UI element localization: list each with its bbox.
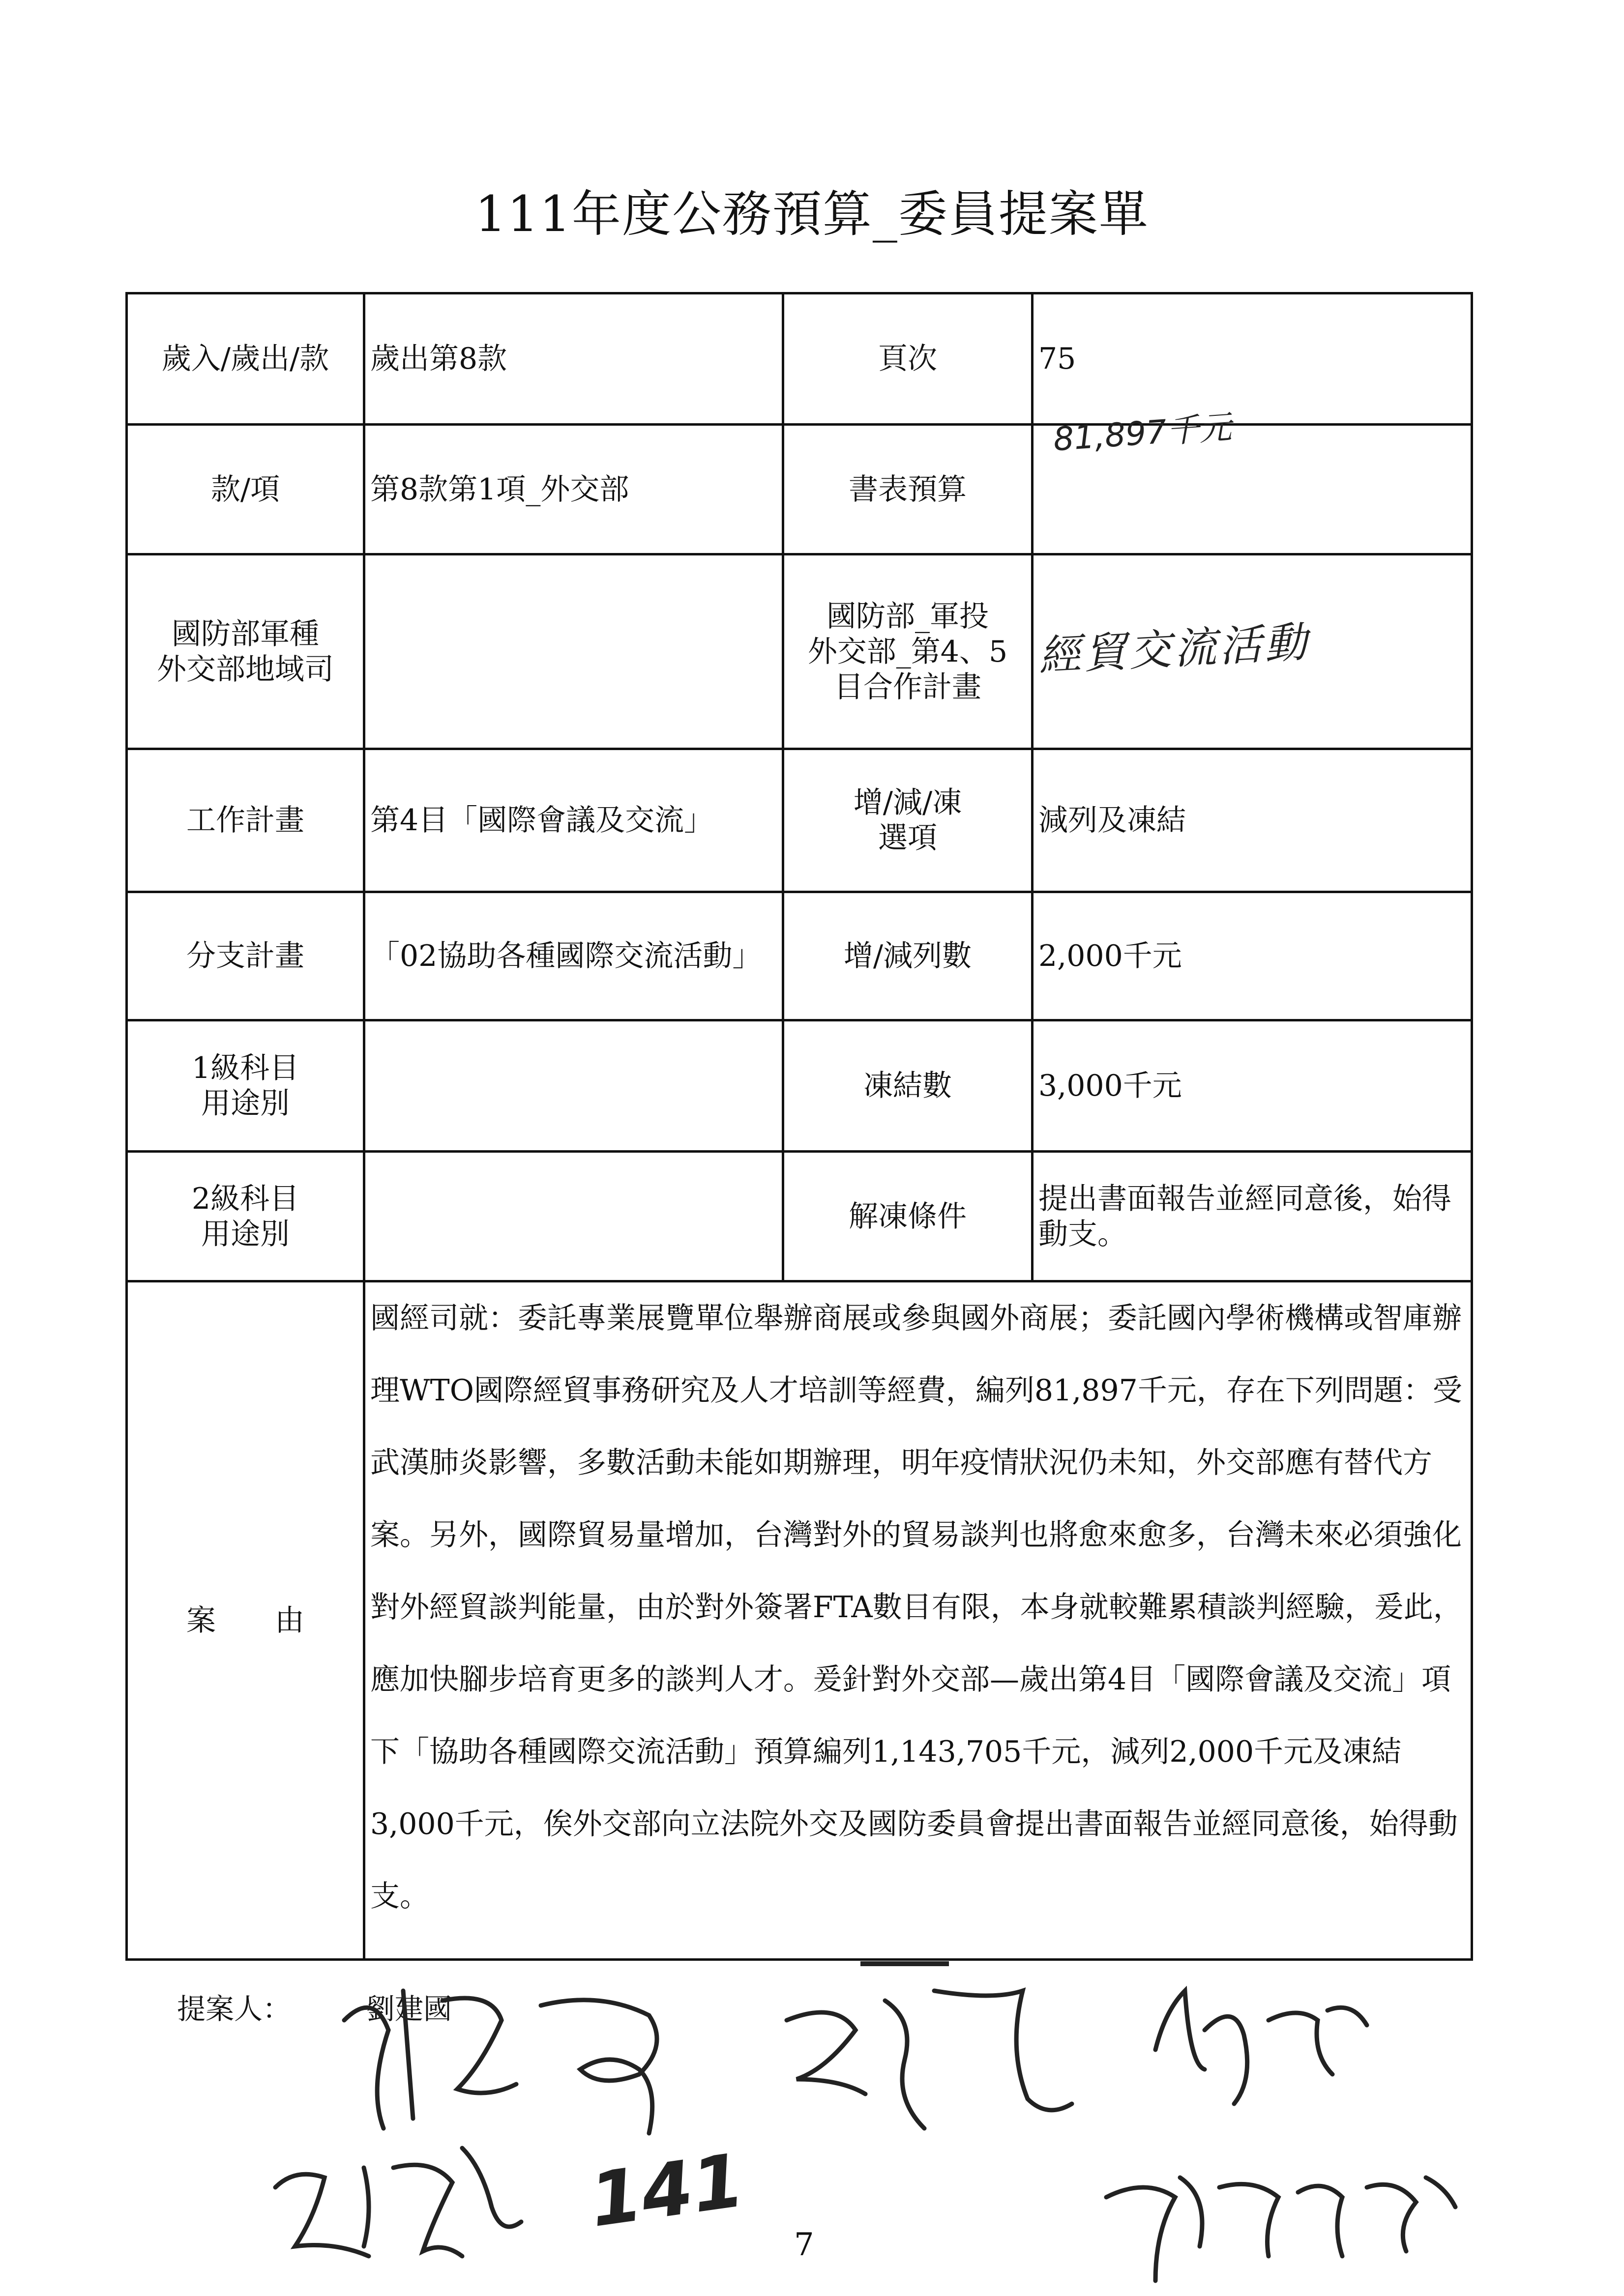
page-title: 111年度公務預算_委員提案單 — [475, 185, 1149, 243]
field-value — [364, 554, 783, 749]
field-label: 2級科目 用途別 — [127, 1152, 364, 1281]
signature-2 — [787, 1991, 1072, 2128]
field-value: 第4目「國際會議及交流」 — [364, 749, 783, 892]
handwritten-budget: 81,897千元 — [1052, 408, 1233, 459]
field-label: 解凍條件 — [783, 1152, 1033, 1281]
handwritten-plan: 經貿交流活動 — [1037, 617, 1311, 681]
signature-3 — [1155, 1991, 1367, 2104]
field-label: 國防部_軍投 外交部_第4、5 目合作計畫 — [783, 554, 1033, 749]
table-row — [127, 1152, 1472, 1281]
field-label: 頁次 — [783, 293, 1033, 425]
table-row — [127, 892, 1472, 1020]
field-label: 歲入/歲出/款 — [127, 293, 364, 425]
table-row — [127, 1281, 1472, 1960]
field-value — [1033, 554, 1472, 749]
page-number: 7 — [794, 2227, 814, 2263]
field-value: 3,000千元 — [1033, 1020, 1472, 1152]
field-value — [364, 1152, 783, 1281]
signature-4 — [275, 2148, 521, 2256]
proposer-label: 提案人： — [177, 1992, 292, 2026]
field-label: 增/減列數 — [783, 892, 1033, 1020]
proposal-form-table — [125, 292, 1473, 1961]
table-row — [127, 554, 1472, 749]
field-label: 款/項 — [127, 425, 364, 554]
field-label: 工作計畫 — [127, 749, 364, 892]
reason-label: 案 由 — [127, 1281, 364, 1960]
field-value: 提出書面報告並經同意後，始得動支。 — [1033, 1152, 1472, 1281]
field-label: 國防部軍種 外交部地域司 — [127, 554, 364, 749]
proposer-name: 劉建國 — [366, 1992, 452, 2026]
field-value: 「02協助各種國際交流活動」 — [364, 892, 783, 1020]
field-value: 歲出第8款 — [364, 293, 783, 425]
field-value — [364, 1020, 783, 1152]
field-label: 增/減/凍 選項 — [783, 749, 1033, 892]
table-row — [127, 425, 1472, 554]
table-row — [127, 1020, 1472, 1152]
signature-5 — [1106, 2178, 1455, 2281]
field-value — [1033, 408, 1472, 554]
field-value: 第8款第1項_外交部 — [364, 425, 783, 554]
pen-mark — [860, 1961, 949, 1966]
handwritten-number: 141 — [585, 2138, 749, 2244]
reason-text: 國經司就：委託專業展覽單位舉辦商展或參與國外商展；委託國內學術機構或智庫辦理WTO國際經貿事務研究及人才培訓等經費，編列81,897千元，存在下列問題：受武漢肺炎影響，多數活動未能如期辦理，明年疫情狀況仍未知，外交部應有替代方案。另外，國際貿易量增加，台灣對外的貿易談判也將愈來愈多，台灣未來必須強化對外經貿談判能量，由於對外簽署FTA數目有限，本身就較難累積談判經驗，爰此，應加快腳步培育更多的談判人才。爰針對外交部—歲出第4目「國際會議及交流」項下「協助各種國際交流活動」預算編列1,143,705千元，減列2,000千元及凍結3,000千元，俟外交部向立法院外交及國防委員會提出書面報告並經同意後，始得動支。 — [364, 1281, 1472, 1960]
field-label: 書表預算 — [783, 425, 1033, 554]
signature-1 — [344, 1991, 657, 2133]
field-label: 1級科目 用途別 — [127, 1020, 364, 1152]
table-row — [127, 293, 1472, 425]
table-row — [127, 749, 1472, 892]
field-label: 分支計畫 — [127, 892, 364, 1020]
field-value: 75 — [1033, 293, 1472, 425]
field-value: 2,000千元 — [1033, 892, 1472, 1020]
field-label: 凍結數 — [783, 1020, 1033, 1152]
field-value: 減列及凍結 — [1033, 749, 1472, 892]
